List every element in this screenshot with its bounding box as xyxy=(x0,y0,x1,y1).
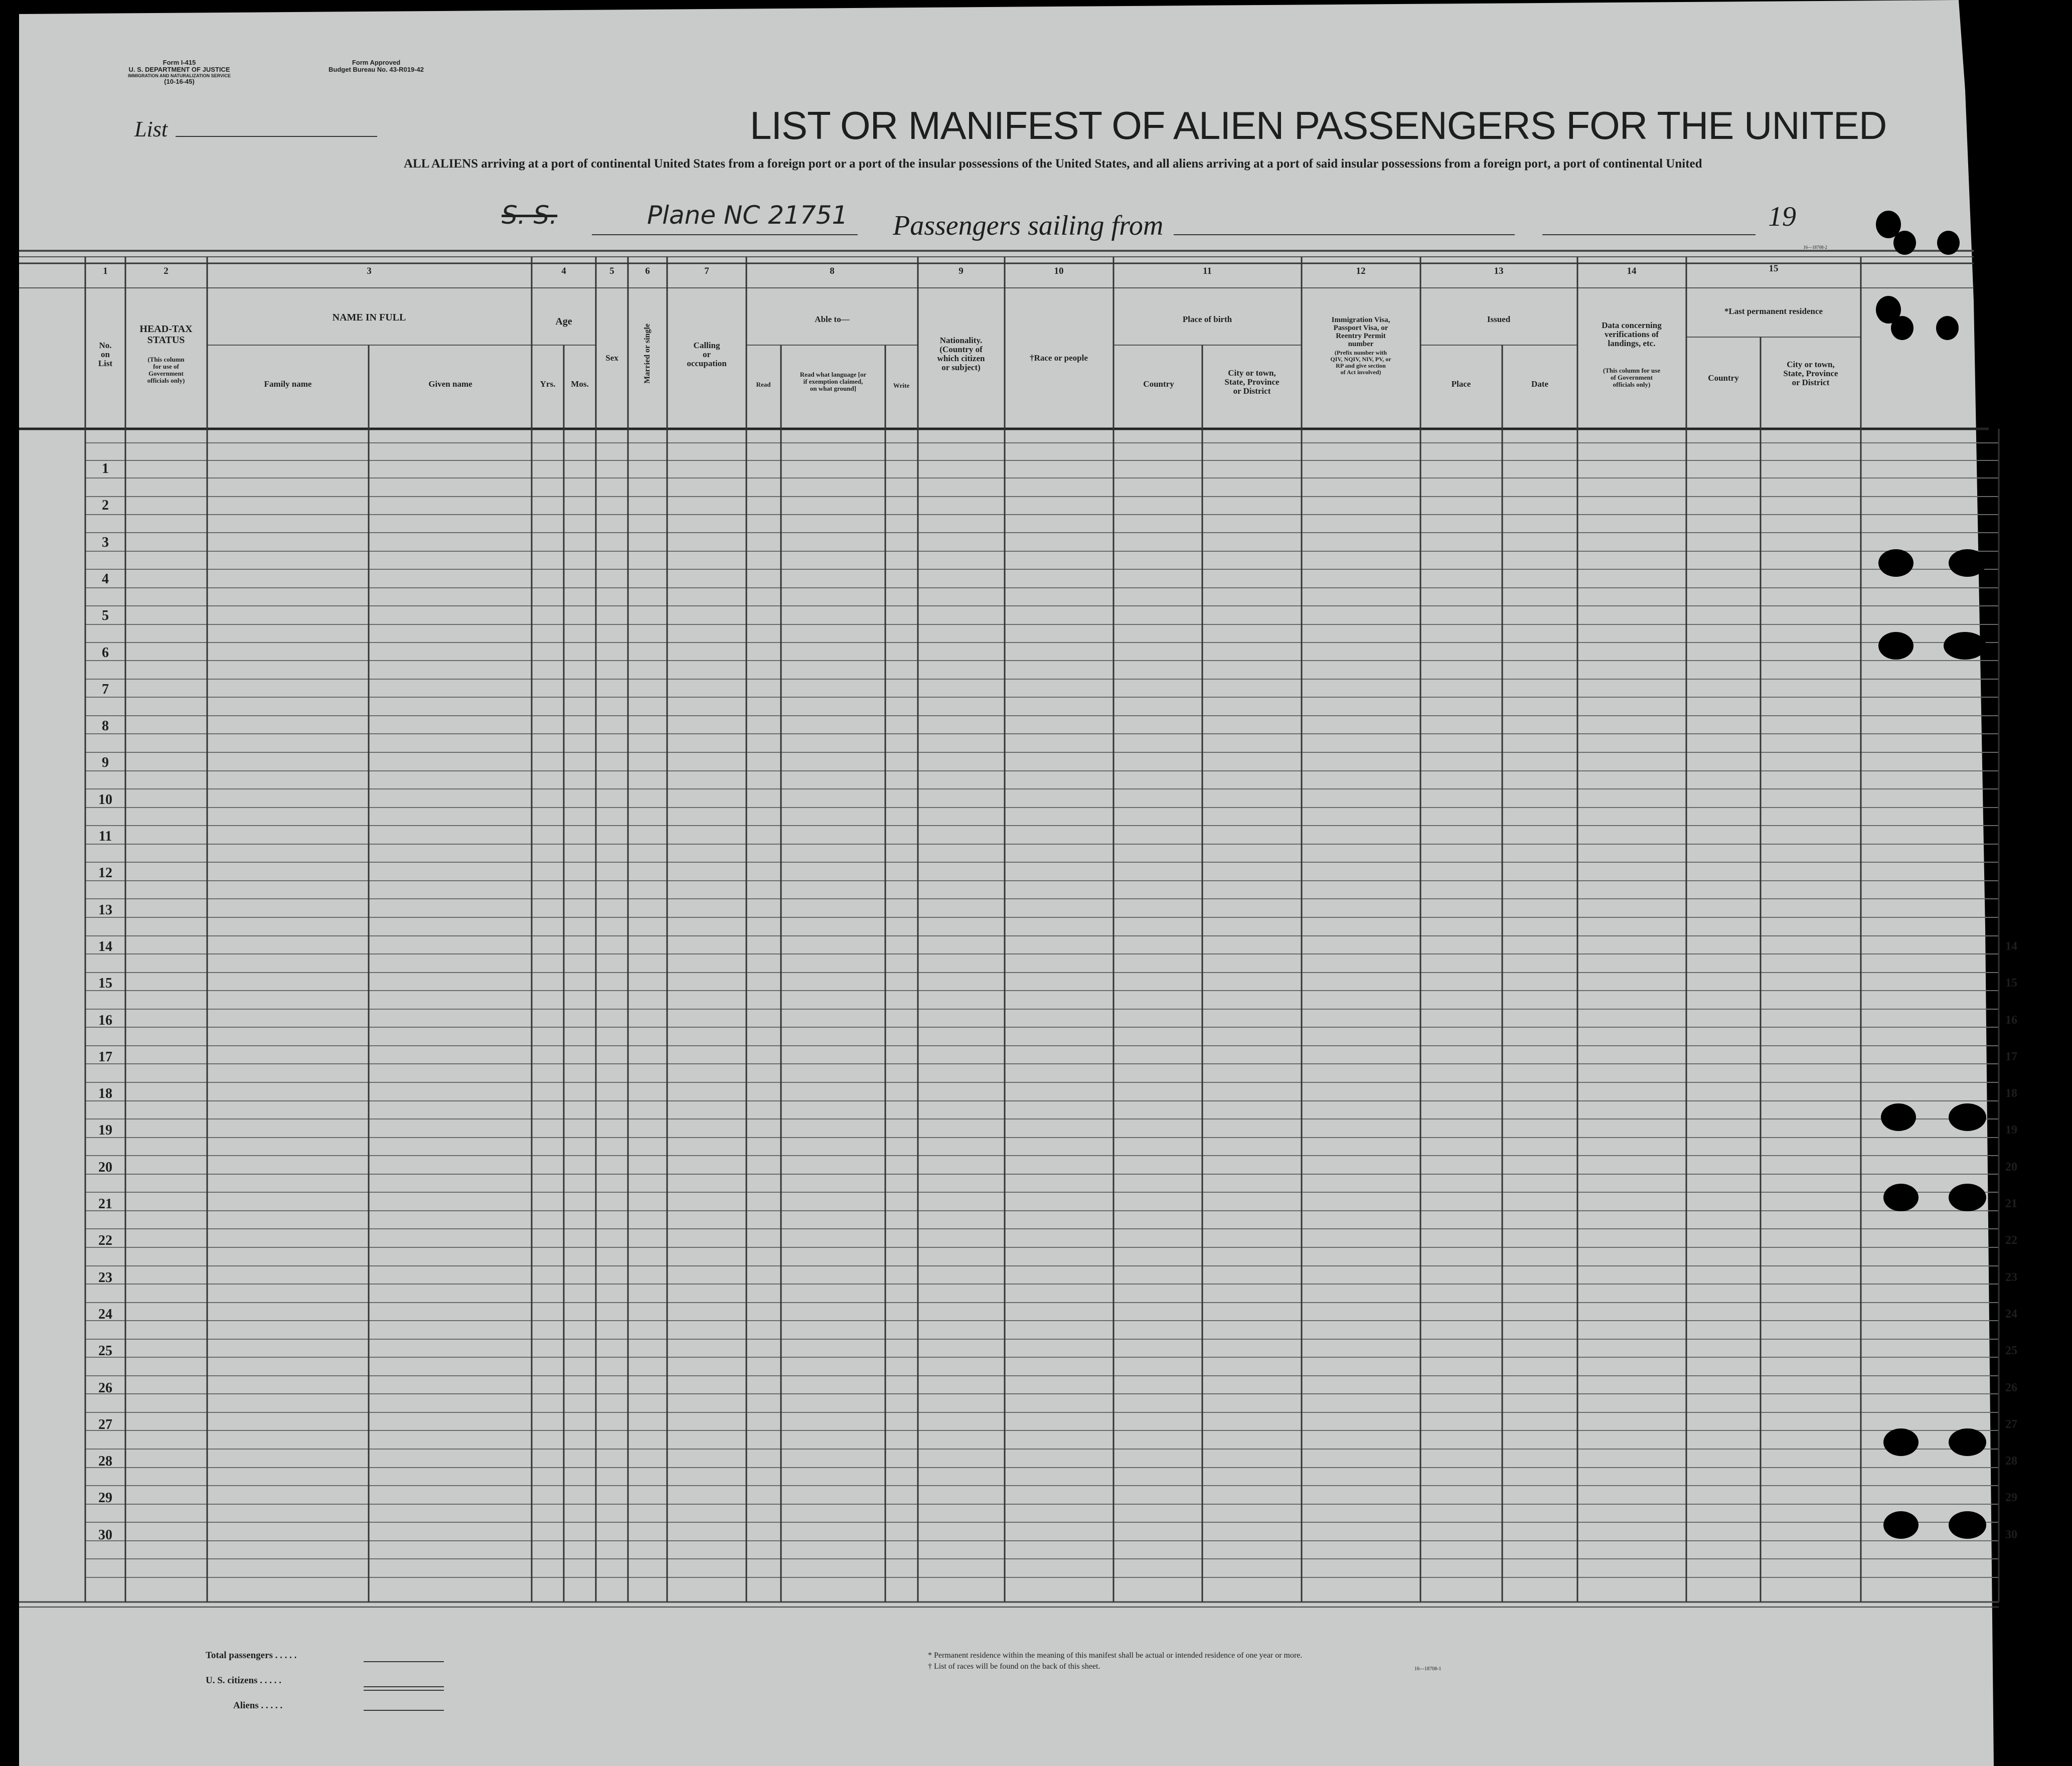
binder-hole xyxy=(1949,549,1986,577)
binder-hole xyxy=(1949,1103,1986,1131)
col-number-3: 3 xyxy=(367,266,372,276)
header-birth-city: City or town, State, Province or District xyxy=(1224,368,1280,396)
header-issued-date: Date xyxy=(1531,379,1548,389)
row-number-right: 27 xyxy=(2005,1418,2017,1431)
row-number: 24 xyxy=(98,1307,112,1322)
binder-hole xyxy=(1881,1103,1916,1131)
row-number-right: 25 xyxy=(2005,1344,2017,1357)
header-read-what-language: Read what language [or if exemption claimed, on what ground] xyxy=(800,371,867,392)
header-immigration-visa-note: (Prefix number with QIV, NQIV, NIV, PV, or RP and give section of Act involved) xyxy=(1330,349,1391,376)
col-number-15: 15 xyxy=(1769,263,1779,274)
col-number-1: 1 xyxy=(103,266,108,276)
row-number: 27 xyxy=(98,1417,112,1432)
binder-hole xyxy=(1937,231,1960,255)
col-number-10: 10 xyxy=(1054,266,1064,276)
us-citizens-label: U. S. citizens . . . . . xyxy=(206,1675,281,1686)
binder-hole xyxy=(1936,316,1959,340)
header-read: Read xyxy=(756,381,771,388)
row-number-right: 20 xyxy=(2005,1161,2017,1174)
budget-bureau: Budget Bureau No. 43-R019-42 xyxy=(329,66,424,73)
row-number: 20 xyxy=(98,1160,112,1175)
row-number: 29 xyxy=(98,1490,112,1506)
row-number: 30 xyxy=(98,1527,112,1543)
col-number-9: 9 xyxy=(959,266,964,276)
row-number: 13 xyxy=(98,902,112,918)
row-number-right: 21 xyxy=(2005,1197,2017,1210)
header-married-or-single: Married or single xyxy=(643,324,652,384)
form-approval-block xyxy=(329,59,424,73)
header-birth-country: Country xyxy=(1143,379,1174,389)
row-number-right: 23 xyxy=(2005,1271,2017,1284)
form-agency-block xyxy=(128,59,231,85)
header-head-tax-note: (This column for use of Government officials only) xyxy=(147,356,185,384)
header-last-permanent-residence: *Last permanent residence xyxy=(1724,306,1823,316)
header-sex: Sex xyxy=(605,353,618,363)
row-number: 1 xyxy=(102,461,109,476)
col-number-6: 6 xyxy=(645,266,650,276)
list-label: List xyxy=(134,117,168,141)
header-immigration-visa: Immigration Visa, Passport Visa, or Reentry Permit number xyxy=(1331,316,1390,348)
col-number-5: 5 xyxy=(609,266,614,276)
row-number: 8 xyxy=(102,718,109,734)
col-number-8: 8 xyxy=(830,266,835,276)
form-date: (10-16-45) xyxy=(164,78,195,85)
header-calling-or-occupation: Calling or occupation xyxy=(687,341,727,368)
row-number-right: 30 xyxy=(2005,1528,2017,1541)
row-number: 22 xyxy=(98,1233,112,1248)
header-data-concerning-note: (This column for use of Government officials only) xyxy=(1603,367,1661,388)
row-number: 12 xyxy=(98,865,112,881)
header-place-of-birth: Place of birth xyxy=(1182,314,1232,324)
row-number: 18 xyxy=(98,1086,112,1101)
row-number-right: 14 xyxy=(2005,940,2017,953)
vessel-name: Plane NC 21751 xyxy=(647,201,848,230)
row-number: 16 xyxy=(98,1013,112,1028)
col-number-12: 12 xyxy=(1356,266,1366,276)
row-number-right: 16 xyxy=(2005,1014,2017,1027)
col-number-14: 14 xyxy=(1627,266,1637,276)
footnote-list-of-races: † List of races will be found on the back of this sheet. xyxy=(928,1662,1100,1671)
row-number-right: 19 xyxy=(2005,1123,2017,1137)
col-number-7: 7 xyxy=(704,266,709,276)
year-prefix: 19 xyxy=(1768,201,1796,232)
header-family-name: Family name xyxy=(264,379,312,389)
row-number: 26 xyxy=(98,1380,112,1396)
header-no-on-list: No. on List xyxy=(98,341,113,368)
binder-hole xyxy=(1878,549,1914,577)
form-approved: Form Approved xyxy=(352,59,401,66)
col-number-2: 2 xyxy=(164,266,169,276)
binder-hole xyxy=(1949,1184,1986,1211)
row-number: 9 xyxy=(102,755,109,770)
row-number: 2 xyxy=(102,498,109,513)
vessel-prefix: S. S. xyxy=(502,201,558,230)
header-head-tax-status: HEAD-TAX STATUS xyxy=(139,324,193,346)
row-number: 14 xyxy=(98,939,112,954)
header-able-to: Able to— xyxy=(815,314,850,324)
row-number-right: 26 xyxy=(2005,1381,2017,1394)
row-number: 6 xyxy=(102,645,109,661)
header-race-or-people: †Race or people xyxy=(1030,353,1088,363)
header-given-name: Given name xyxy=(428,379,472,389)
header-nationality: Nationality. (Country of which citizen or subject) xyxy=(937,336,985,372)
row-number: 25 xyxy=(98,1343,112,1359)
row-number-right: 29 xyxy=(2005,1491,2017,1504)
header-residence-city: City or town, State, Province or District xyxy=(1783,360,1838,387)
footnote-permanent-residence: * Permanent residence within the meaning of this manifest shall be actual or intended residence of one year or more. xyxy=(928,1651,1303,1660)
row-number: 23 xyxy=(98,1270,112,1286)
row-number: 7 xyxy=(102,682,109,697)
row-number: 11 xyxy=(98,829,112,844)
row-number: 15 xyxy=(98,976,112,991)
total-passengers-label: Total passengers . . . . . xyxy=(206,1650,297,1661)
col-number-4: 4 xyxy=(561,266,566,276)
form-service: IMMIGRATION AND NATURALIZATION SERVICE xyxy=(128,73,231,78)
form-number: Form I-415 xyxy=(163,59,196,66)
binder-hole xyxy=(1893,231,1916,255)
row-number-right: 18 xyxy=(2005,1087,2017,1100)
binder-hole xyxy=(1949,1428,1986,1456)
header-write: Write xyxy=(893,382,910,389)
page-title: LIST OR MANIFEST OF ALIEN PASSENGERS FOR THE UNITED xyxy=(750,103,1887,147)
print-code-top: 16—18708-2 xyxy=(1803,245,1827,250)
row-number-right: 28 xyxy=(2005,1455,2017,1468)
binder-hole xyxy=(1883,1511,1919,1539)
row-number: 21 xyxy=(98,1196,112,1212)
header-issued: Issued xyxy=(1487,314,1511,324)
row-number-right: 22 xyxy=(2005,1234,2017,1247)
aliens-label: Aliens . . . . . xyxy=(233,1700,283,1711)
row-number-right: 24 xyxy=(2005,1308,2017,1321)
col-number-11: 11 xyxy=(1203,266,1212,276)
row-number: 3 xyxy=(102,535,109,550)
binder-hole xyxy=(1883,1428,1919,1456)
row-number: 28 xyxy=(98,1454,112,1469)
row-number: 4 xyxy=(102,571,109,587)
header-age-months: Mos. xyxy=(571,379,589,389)
print-code-bottom: 16—18708-1 xyxy=(1414,1666,1442,1672)
header-issued-place: Place xyxy=(1451,379,1471,389)
form-agency: U. S. DEPARTMENT OF JUSTICE xyxy=(128,66,230,73)
header-age-years: Yrs. xyxy=(540,379,556,389)
row-number-right: 15 xyxy=(2005,977,2017,990)
row-number: 10 xyxy=(98,792,112,808)
page-subtitle: ALL ALIENS arriving at a port of continental United States from a foreign port or a port of the insular possessions of the United States, and all aliens arriving at a port of said insular possessions from a foreign port, a port of continental United xyxy=(404,157,1702,171)
row-number: 19 xyxy=(98,1122,112,1138)
header-age: Age xyxy=(555,316,572,327)
binder-hole xyxy=(1944,632,1986,660)
col-number-13: 13 xyxy=(1494,266,1504,276)
binder-hole xyxy=(1883,1184,1919,1211)
header-name-in-full: NAME IN FULL xyxy=(332,312,406,323)
binder-hole xyxy=(1891,316,1914,340)
header-data-concerning: Data concerning verifications of landings, etc. xyxy=(1602,320,1662,348)
sailing-from-label: Passengers sailing from xyxy=(893,210,1164,241)
row-number-right: 17 xyxy=(2005,1050,2017,1063)
header-residence-country: Country xyxy=(1708,373,1739,383)
binder-hole xyxy=(1949,1511,1986,1539)
binder-hole xyxy=(1878,632,1914,660)
row-number: 5 xyxy=(102,608,109,623)
row-number: 17 xyxy=(98,1049,112,1065)
